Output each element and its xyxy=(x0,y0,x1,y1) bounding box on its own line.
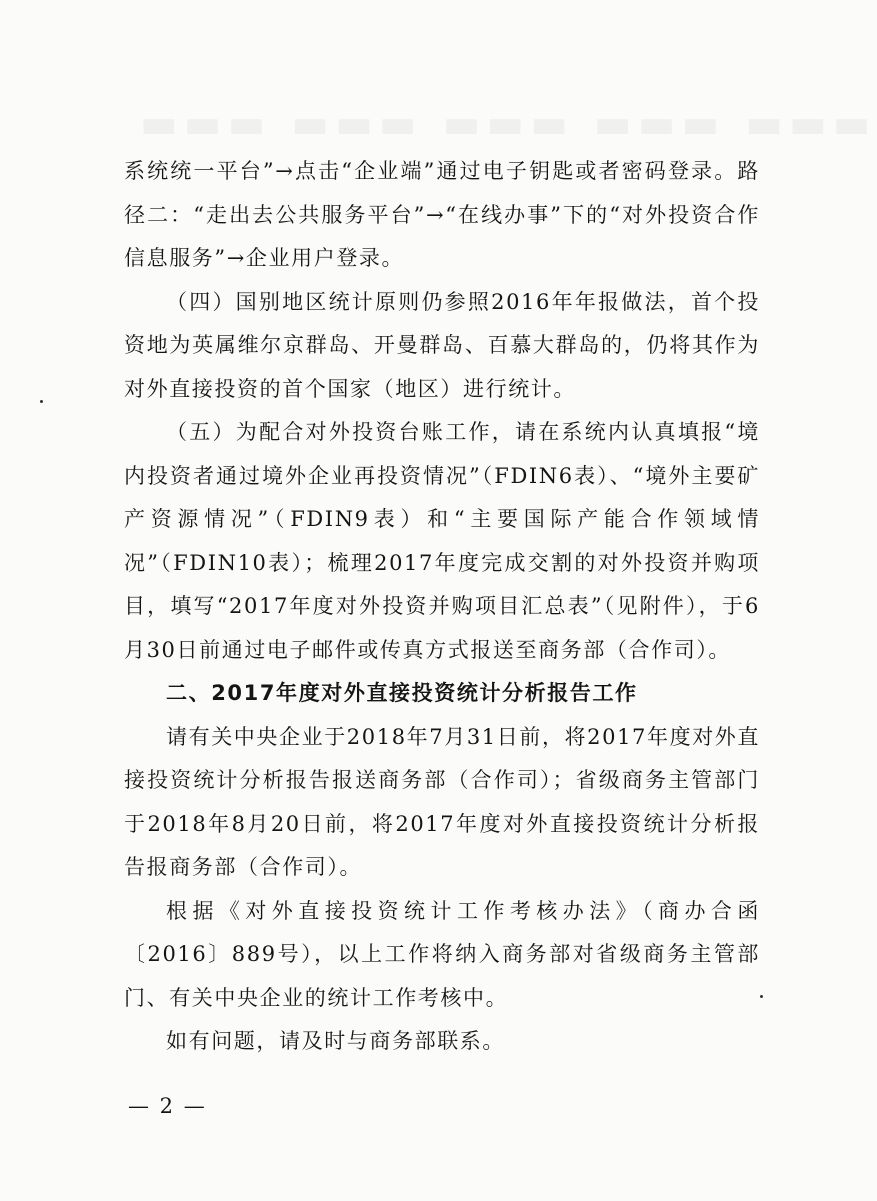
scan-speck xyxy=(760,995,763,998)
paragraph-assessment: 根据《对外直接投资统计工作考核办法》（商办合函〔2016〕889号），以上工作将纳入商务部对省级商务主管部门、有关中央企业的统计工作考核中。 xyxy=(124,898,760,1010)
paragraph-report-deadline: 请有关中央企业于2018年7月31日前，将2017年度对外直接投资统计分析报告报送商务部（合作司）；省级商务主管部门于2018年8月20日前，将2017年度对外直接投资统计分析报告报商务部（合作司）。 xyxy=(124,724,760,879)
page-number: — 2 — xyxy=(128,1094,207,1118)
paragraph-login-path: 系统统一平台”→点击“企业端”通过电子钥匙或者密码登录。路径二：“走出去公共服务平台”→“在线办事”下的“对外投资合作信息服务”→企业用户登录。 xyxy=(124,159,760,270)
paragraph-item-four: （四）国别地区统计原则仍参照2016年年报做法，首个投资地为英属维尔京群岛、开曼群岛、百慕大群岛的，仍将其作为对外直接投资的首个国家（地区）进行统计。 xyxy=(124,289,760,401)
document-body xyxy=(124,150,760,1064)
paragraph-item-five: （五）为配合对外投资台账工作，请在系统内认真填报“境内投资者通过境外企业再投资情况”（FDIN6表）、“境外主要矿产资源情况”（FDIN9表）和“主要国际产能合作领域情况”（FDIN10表）；梳理2017年度完成交割的对外投资并购项目，填写“2017年度对外投资并购项目汇总表”（见附件），于6月30日前通过电子邮件或传真方式报送至商务部（合作司）。 xyxy=(124,420,760,662)
scan-speck xyxy=(40,400,43,403)
paragraph-contact: 如有问题，请及时与商务部联系。 xyxy=(166,1029,505,1053)
section-heading-two: 二、2017年度对外直接投资统计分析报告工作 xyxy=(166,681,638,705)
show-through-letterhead: ▬▬▬ ▬▬▬ ▬▬▬ ▬▬▬ ▬▬▬ xyxy=(140,100,877,147)
